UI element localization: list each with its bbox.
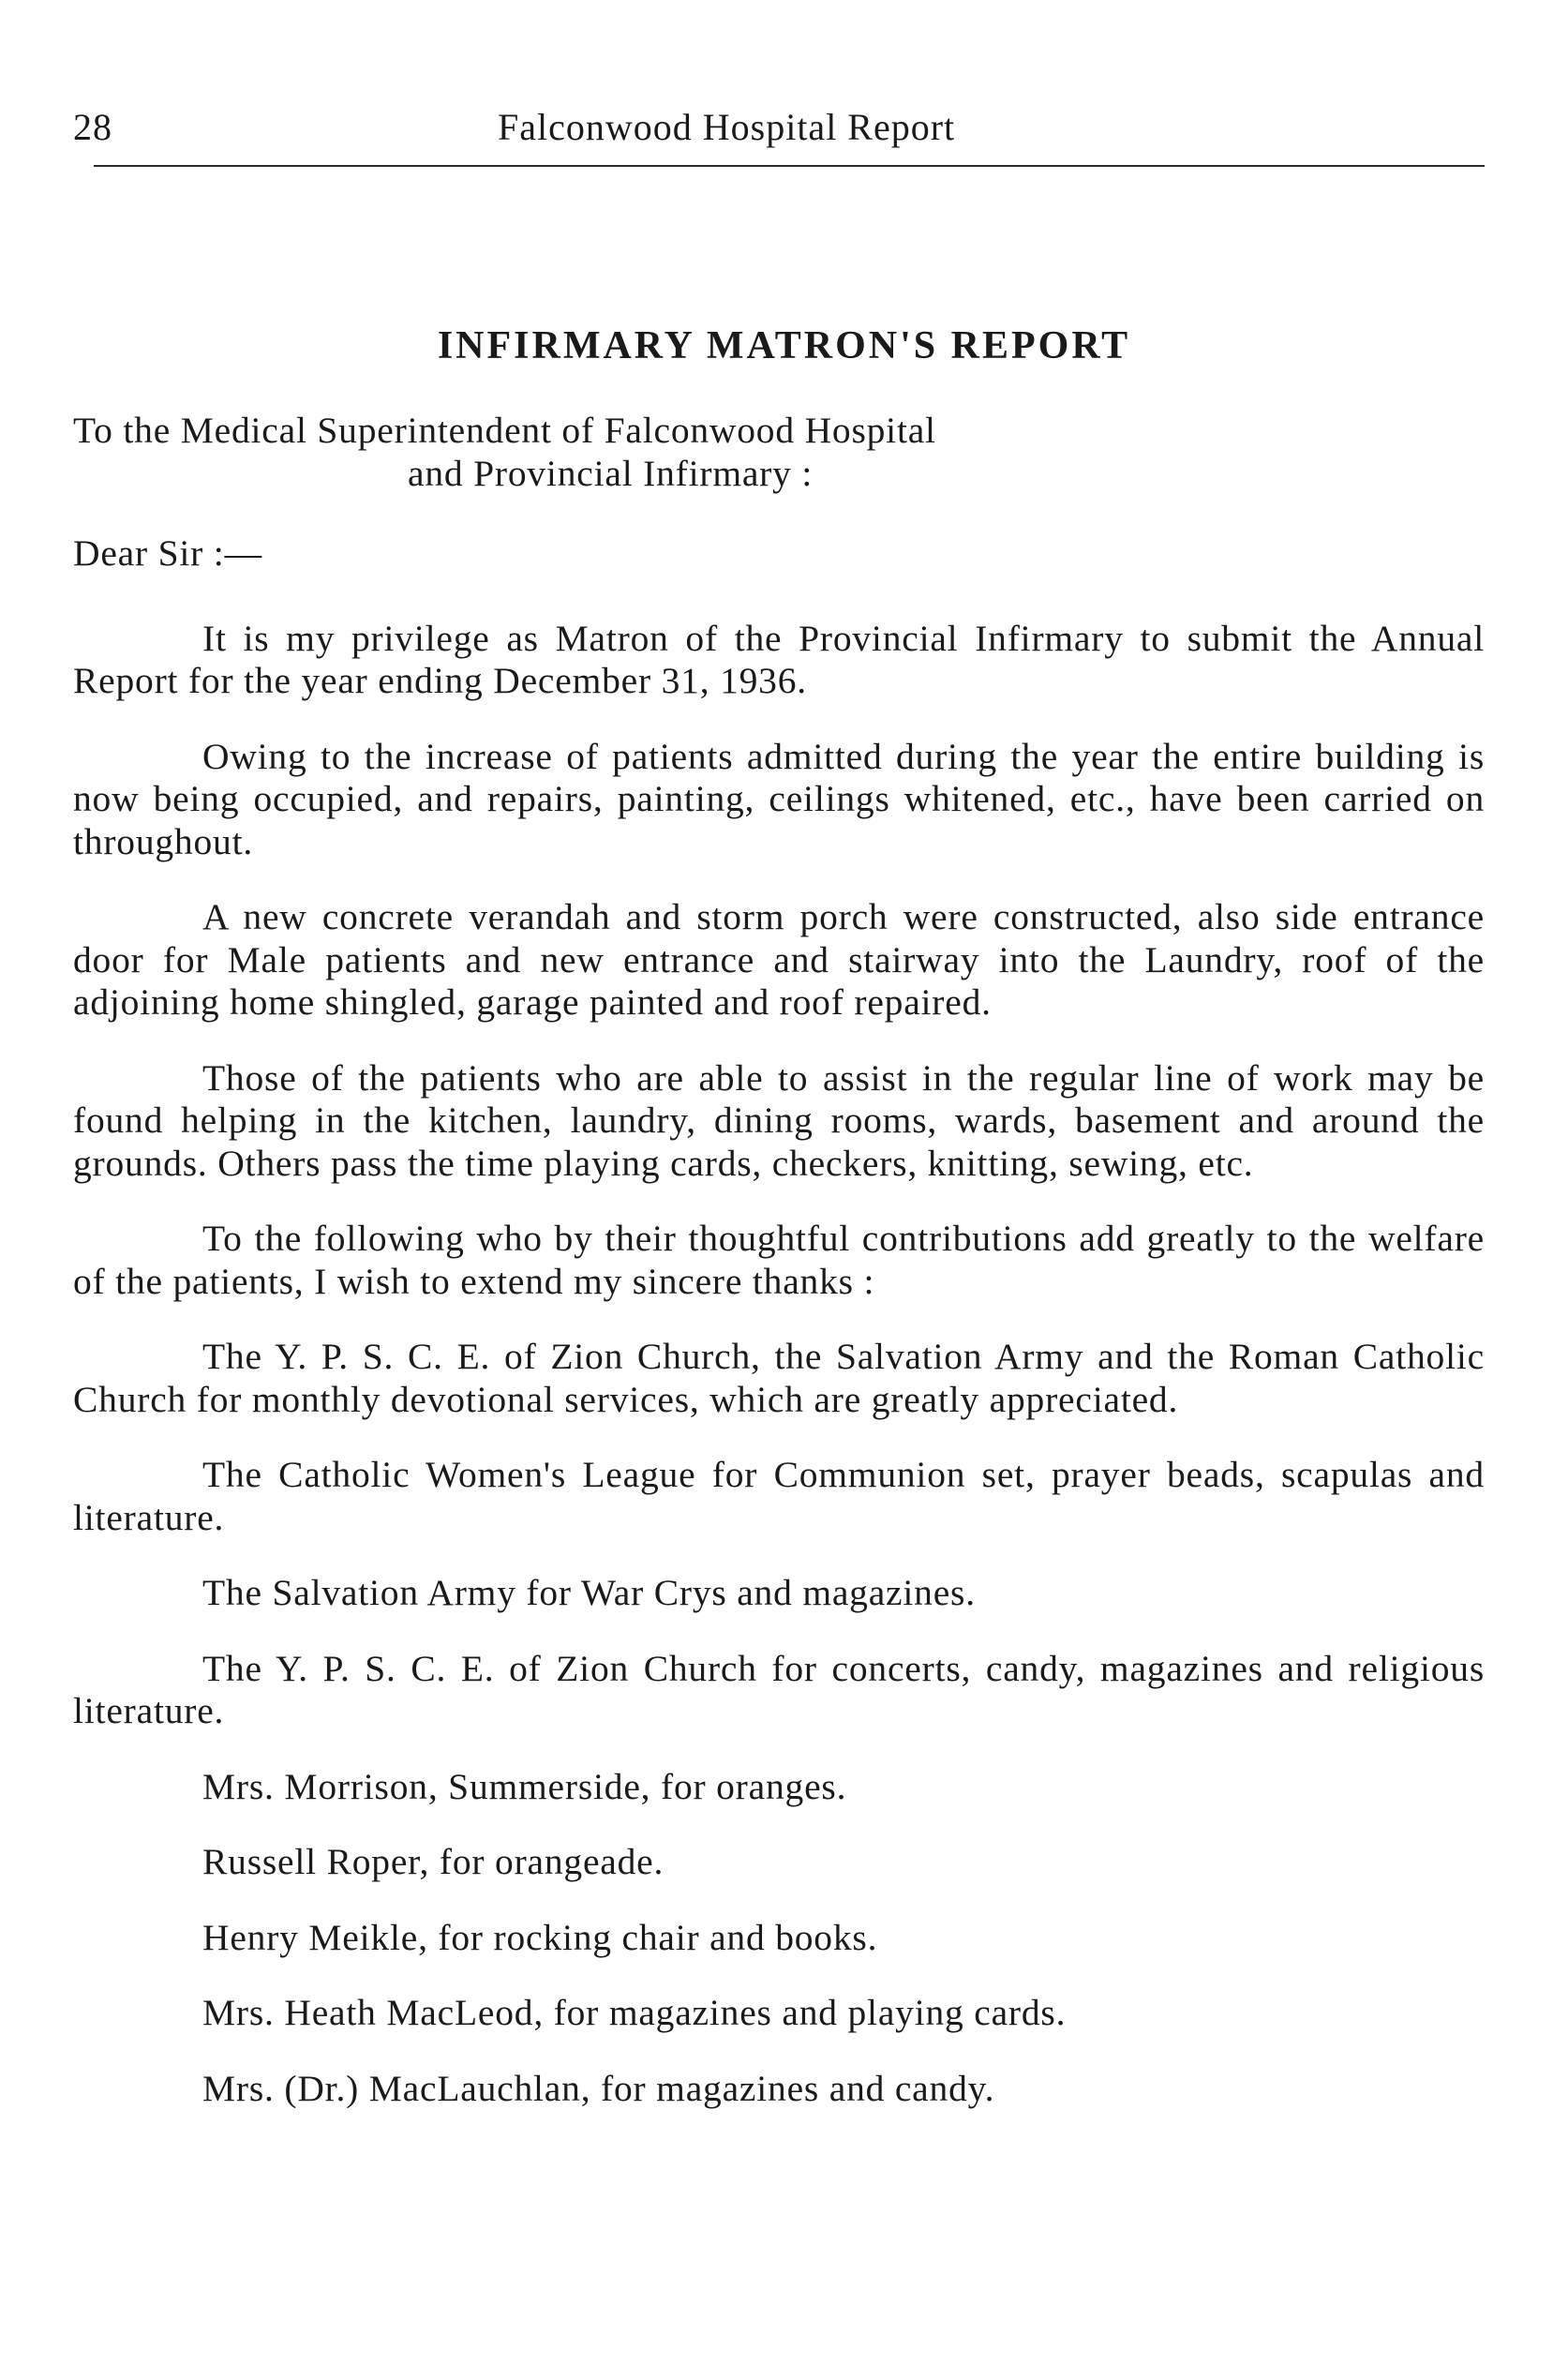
addressee-line-2: and Provincial Infirmary : bbox=[408, 452, 814, 494]
paragraph-thanks-intro: To the following who by their thoughtful contributions add greatly to the welfare of the patients, I wish to extend my sincere thanks : bbox=[73, 1218, 1485, 1302]
acknowledgement-item: The Y. P. S. C. E. of Zion Church, the Salvation Army and the Roman Catholic Church for monthly devotional services, which are greatly appreciated. bbox=[73, 1336, 1485, 1420]
acknowledgement-item: Mrs. (Dr.) MacLauchlan, for magazines and candy. bbox=[202, 2067, 995, 2109]
running-title: Falconwood Hospital Report bbox=[498, 106, 956, 148]
paragraph-submission: It is my privilege as Matron of the Provincial Infirmary to submit the Annual Report for the year ending December 31, 1936. bbox=[73, 617, 1485, 701]
header-rule bbox=[94, 165, 1485, 167]
paragraph-building: Owing to the increase of patients admitted during the year the entire building is now being occupied, and repairs, painting, ceilings whitened, etc., have been carried on throughout. bbox=[73, 735, 1485, 862]
acknowledgement-item: The Catholic Women's League for Communion set, prayer beads, scapulas and literature. bbox=[73, 1454, 1485, 1538]
acknowledgement-item: Mrs. Morrison, Summerside, for oranges. bbox=[202, 1765, 847, 1807]
acknowledgement-item: The Salvation Army for War Crys and magazines. bbox=[202, 1572, 976, 1613]
salutation: Dear Sir :— bbox=[73, 532, 262, 574]
paragraph-patient-work: Those of the patients who are able to assist in the regular line of work may be found helping in the kitchen, laundry, dining rooms, wards, basement and around the grounds. Others pass the time playing cards, checkers, knitting, sewing, etc. bbox=[73, 1056, 1485, 1184]
report-body bbox=[73, 410, 1485, 2110]
acknowledgement-item: Henry Meikle, for rocking chair and books. bbox=[202, 1916, 878, 1958]
running-header bbox=[73, 105, 1485, 161]
acknowledgement-item: The Y. P. S. C. E. of Zion Church for concerts, candy, magazines and religious literature. bbox=[73, 1647, 1485, 1731]
paragraph-construction: A new concrete verandah and storm porch were constructed, also side entrance door for Male patients and new entrance and stairway into the Laundry, roof of the adjoining home shingled, garage painted and roof repaired. bbox=[73, 896, 1485, 1023]
addressee-line-1: To the Medical Superintendent of Falconwood Hospital bbox=[73, 410, 936, 451]
acknowledgement-item: Mrs. Heath MacLeod, for magazines and playing cards. bbox=[202, 1992, 1067, 2033]
page-number: 28 bbox=[73, 106, 112, 148]
acknowledgement-item: Russell Roper, for orangeade. bbox=[202, 1841, 665, 1882]
report-title: INFIRMARY MATRON'S REPORT bbox=[437, 324, 1131, 367]
